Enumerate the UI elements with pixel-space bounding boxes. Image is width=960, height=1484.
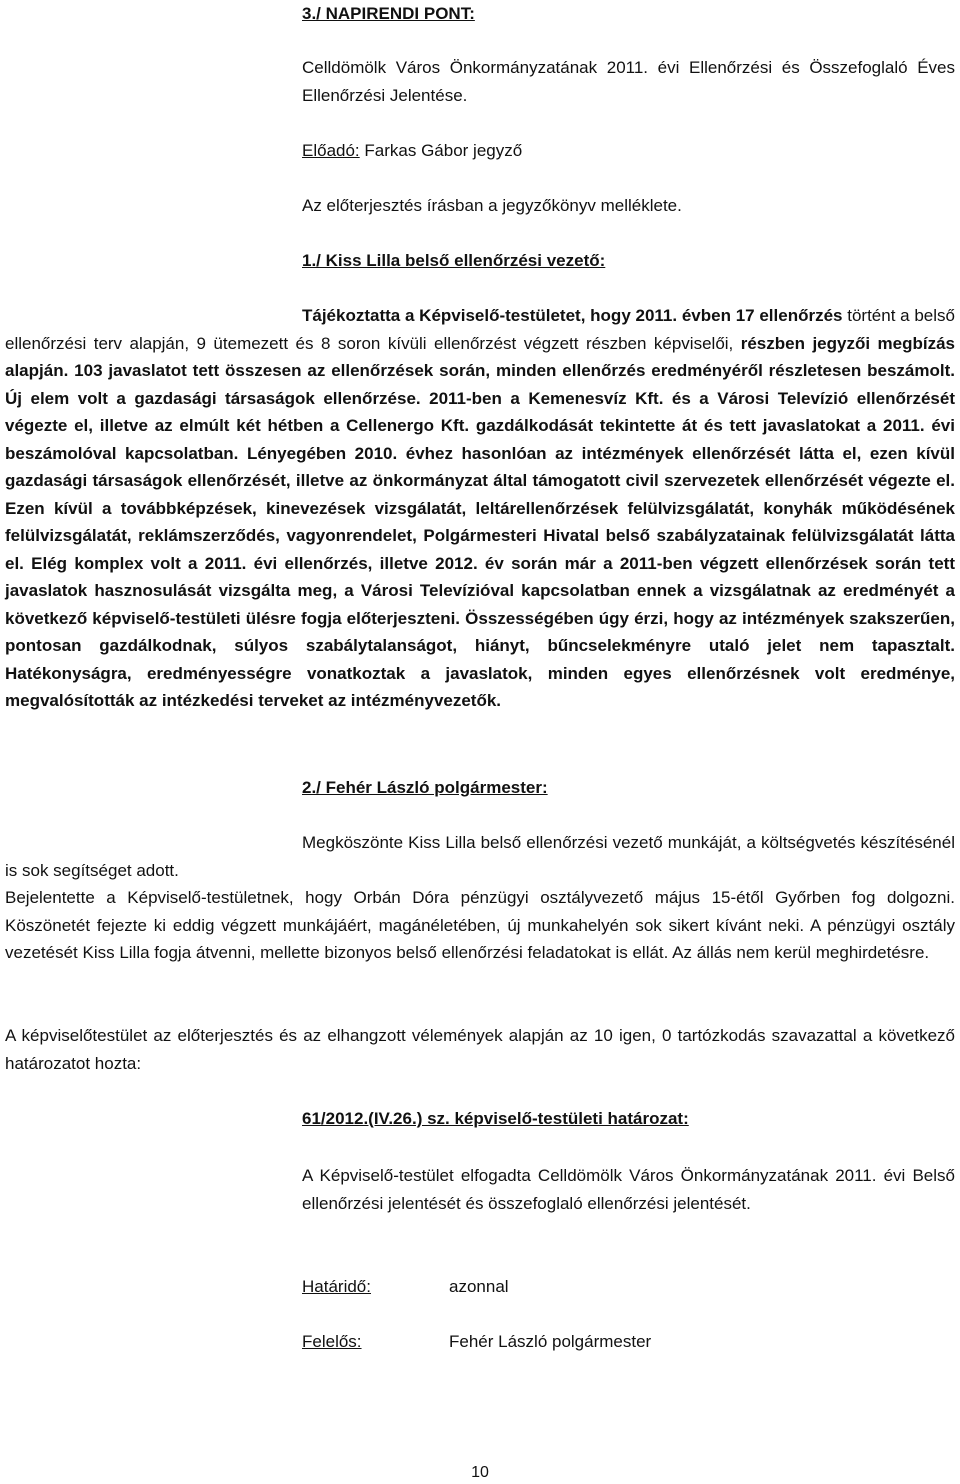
presenter-value: Farkas Gábor jegyző [359,141,523,160]
speaker2-para1: Megköszönte Kiss Lilla belső ellenőrzési vezető munkáját, a költségvetés készítésénél is sok segítséget adott. [5,833,955,880]
deadline-label: Határidő: [302,1277,371,1296]
deadline-value: azonnal [449,1277,509,1296]
page-number: 10 [471,1464,489,1481]
speaker1-text-lead: Tájékoztatta a Képviselő-testületet, hogy 2011. évben 17 ellenőrzés [302,306,843,325]
resolution-text: A Képviselő-testület elfogadta Celldömölk Város Önkormányzatának 2011. évi Belső ellenőrzési jelentését és összefoglaló ellenőrzési jelentését. [302,1166,955,1213]
presenter-label: Előadó: [302,141,360,160]
attachment-note: Az előterjesztés írásban a jegyzőkönyv melléklete. [302,196,682,215]
presenter-line [302,137,955,165]
speaker2-heading: 2./ Fehér László polgármester: [302,778,548,797]
speaker2-para2: Bejelentette a Képviselő-testületnek, hogy Orbán Dóra pénzügyi osztályvezető május 15-étől Győrben fog dolgozni. Köszönetét fejezte ki eddig végzett munkájáért, magánéletében, új munkahelyén sok sikert kívánt neki. A pénzügyi osztály vezetését Kiss Lilla fogja átvenni, mellette bizonyos belső ellenőrzési feladatokat is ellát. Az állás nem kerül meghirdetésre. [5,888,955,962]
speaker1-text-normal: történt a belső ellenőrzési terv alapján, 9 ütemezett és 8 soron kívüli ellenőrzést végzett részben képviselői, [5,306,955,353]
responsible-value: Fehér László polgármester [449,1332,652,1351]
resolution-number: 61/2012.(IV.26.) sz. képviselő-testületi határozat: [302,1109,689,1128]
responsible-label: Felelős: [302,1332,362,1351]
speaker1-heading: 1./ Kiss Lilla belső ellenőrzési vezető: [302,251,606,270]
vote-statement: A képviselőtestület az előterjesztés és az elhangzott vélemények alapján az 10 igen, 0 tartózkodás szavazattal a következő határozatot hozta: [5,1026,955,1073]
section-title: 3./ NAPIRENDI PONT: [302,4,475,23]
agenda-subject: Celldömölk Város Önkormányzatának 2011. évi Ellenőrzési és Összefoglaló Éves Ellenőrzési Jelentése. [302,58,955,105]
speaker1-text-rest: részben jegyzői megbízás alapján. 103 javaslatot tett összesen az ellenőrzések során, minden ellenőrzés eredményéről részletesen beszámolt. Új elem volt a gazdasági társaságok ellenőrzése. 2011-ben a Kemenesvíz Kft. és a Városi Televízió ellenőrzését végezte el, illetve az elmúlt két hétben a Cellenergo Kft. gazdálkodását tekintette át és tett javaslatokat a 2011. évi beszámolóval kapcsolatban. Lényegében 2010. évhez hasonlóan az intézmények ellenőrzését látta el, ezen kívül gazdasági társaságok ellenőrzését, illetve az önkormányzat által támogatott civil szervezetek ellenőrzését végezte el. Ezen kívül a továbbképzések, kinevezések vizsgálatát, leltárellenőrzések felülvizsgálatát, konyhák működésének felülvizsgálatát, reklámszerződés, vagyonrendelet, Polgármesteri Hivatal belső szabályzatainak felülvizsgálatát látta el. Elég komplex volt a 2011. évi ellenőrzés, illetve 2012. év során már a 2011-ben végzett ellenőrzések során tett javaslatok hasznosulását vizsgálta meg, a Városi Televízióval kapcsolatban ennek a vizsgálatnak az eredményét a következő képviselő-testületi ülésre fogja előterjeszteni. Összességében úgy érzi, hogy az intézmények szakszerűen, pontosan gazdálkodnak, súlyos szabálytalanságot, hiányt, bűncselekményre utaló jelet nem tapasztalt. Hatékonyságra, eredményességre vonatkoztak a javaslatok, minden egyes ellenőrzésnek volt eredménye, megvalósították az intézkedési terveket az intézményvezetők. [5,333,955,710]
speaker1-paragraph [5,302,955,715]
